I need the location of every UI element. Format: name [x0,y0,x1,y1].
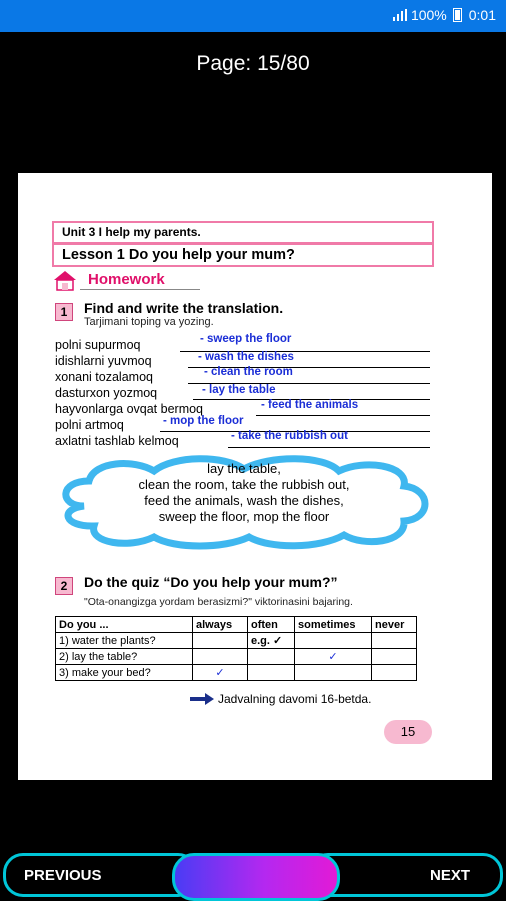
quiz-question: 3) make your bed? [56,665,193,681]
quiz-cell [372,633,417,649]
quiz-question: 2) lay the table? [56,649,193,665]
clock: 0:01 [468,7,496,23]
cloud-line: lay the table, [207,461,281,476]
next-label: NEXT [429,866,470,884]
bottom-nav [0,850,506,900]
exercise-1-title: Find and write the translation. [84,300,284,316]
translation-en: - lay the table [202,384,276,396]
exercise-2-title: Do the quiz “Do you help your mum?” [84,574,338,590]
quiz-header: sometimes [295,617,372,633]
exercise-2-subtitle: "Ota-onangizga yordam berasizmi?" viktorinasini bajaring. [84,596,353,608]
translation-en: - sweep the floor [200,333,292,345]
cloud-text [54,461,434,525]
translation-en: - feed the animals [261,399,359,411]
page-indicator: Page: 15/80 [196,52,310,75]
translation-en: - take the rubbish out [231,430,348,442]
status-bar [0,0,506,32]
translation-uz: axlatni tashlab kelmoq [55,434,179,448]
continue-note: Jadvalning davomi 16-betda. [218,692,372,706]
lesson-title-box [52,243,434,267]
exercise-2-number: 2 [55,577,73,595]
battery-icon [453,8,462,22]
translation-en: - wash the dishes [198,351,294,363]
arrow-right-icon [190,693,214,705]
quiz-question: 1) water the plants? [56,633,193,649]
previous-button[interactable] [3,853,198,897]
unit-title: Unit 3 I help my parents. [62,225,201,239]
unit-title-box [52,221,434,244]
exercise-1-number: 1 [55,303,73,321]
house-icon [52,269,78,291]
quiz-header-row [56,617,417,633]
continue-note-row [190,692,371,706]
cloud-line: feed the animals, wash the dishes, [144,493,344,508]
translation-uz: polni artmoq [55,418,124,432]
quiz-header: Do you ... [56,617,193,633]
quiz-row [56,633,417,649]
quiz-cell [248,649,295,665]
quiz-table [55,616,417,681]
quiz-cell [193,633,248,649]
page-number-badge: 15 [384,720,432,744]
quiz-cell [372,649,417,665]
translation-en: - clean the room [204,366,293,378]
center-gradient-button[interactable] [172,853,340,901]
battery-level: 100% [410,7,447,23]
quiz-cell [295,665,372,681]
quiz-cell: ✓ [295,649,372,665]
quiz-header: often [248,617,295,633]
quiz-cell [248,665,295,681]
lesson-title: Lesson 1 Do you help your mum? [62,247,295,263]
quiz-row [56,649,417,665]
quiz-cell [372,665,417,681]
translation-uz: polni supurmoq [55,338,141,352]
homework-label: Homework [88,271,165,288]
translation-uz: dasturxon yozmoq [55,386,158,400]
quiz-cell [295,633,372,649]
translation-uz: xonani tozalamoq [55,370,153,384]
quiz-cell [193,649,248,665]
quiz-row [56,665,417,681]
quiz-cell: e.g. ✓ [248,633,295,649]
translation-uz: hayvonlarga ovqat bermoq [55,402,204,416]
quiz-header: never [372,617,417,633]
cloud-line: sweep the floor, mop the floor [158,509,330,524]
translation-uz: idishlarni yuvmoq [55,354,152,368]
cloud-line: clean the room, take the rubbish out, [138,477,350,492]
quiz-header: always [193,617,248,633]
previous-label: PREVIOUS [24,866,102,884]
book-page [18,173,492,780]
signal-icon [393,9,407,21]
quiz-cell: ✓ [193,665,248,681]
translation-en: - mop the floor [163,415,244,427]
exercise-1-subtitle: Tarjimani toping va yozing. [84,316,214,328]
